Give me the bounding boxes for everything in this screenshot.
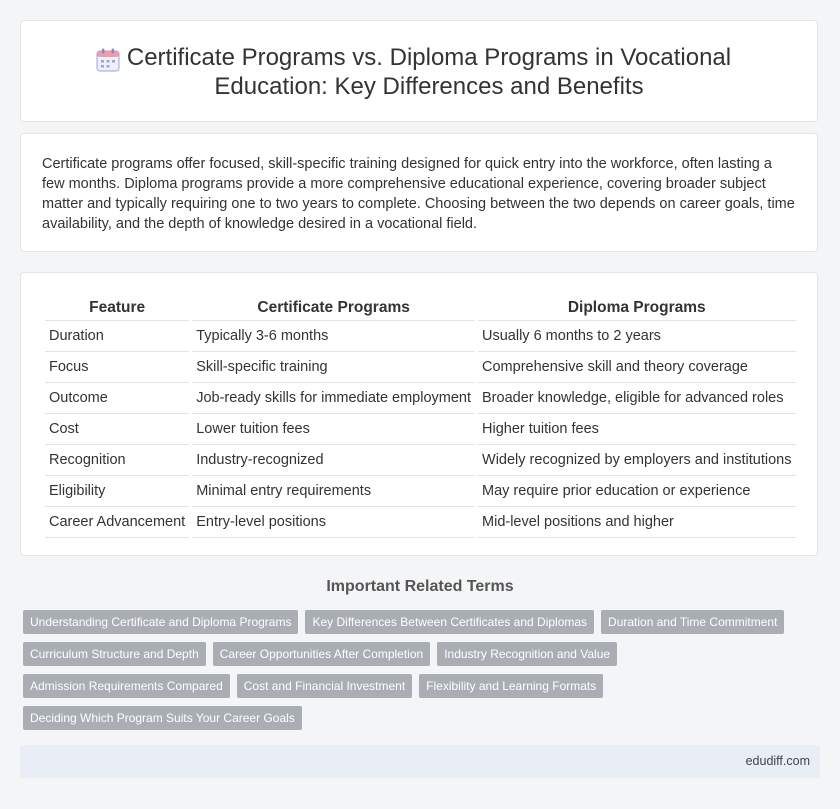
table-cell: Mid-level positions and higher	[478, 507, 795, 538]
intro-card	[20, 133, 818, 252]
comparison-table	[42, 296, 799, 538]
title-card	[20, 20, 818, 122]
table-cell: Widely recognized by employers and institutions	[478, 445, 795, 476]
related-term-tag[interactable]: Admission Requirements Compared	[23, 674, 230, 698]
related-term-tag[interactable]: Duration and Time Commitment	[601, 610, 784, 634]
table-cell: Higher tuition fees	[478, 414, 795, 445]
related-term-tag[interactable]: Curriculum Structure and Depth	[23, 642, 206, 666]
table-cell: Career Advancement	[45, 507, 189, 538]
related-term-tag[interactable]: Industry Recognition and Value	[437, 642, 617, 666]
related-terms-title: Important Related Terms	[326, 578, 514, 595]
related-term-tag[interactable]: Cost and Financial Investment	[237, 674, 412, 698]
table-cell: Usually 6 months to 2 years	[478, 321, 795, 352]
table-cell: Lower tuition fees	[192, 414, 475, 445]
table-row	[45, 414, 796, 445]
related-terms-list	[23, 610, 813, 730]
related-term-tag[interactable]: Career Opportunities After Completion	[213, 642, 430, 666]
footer-site-link[interactable]: edudiff.com	[745, 754, 810, 768]
related-term-tag[interactable]: Deciding Which Program Suits Your Career Goals	[23, 706, 302, 730]
table-header-row	[45, 296, 796, 321]
table-row	[45, 445, 796, 476]
table-cell: Typically 3-6 months	[192, 321, 475, 352]
page-title: Certificate Programs vs. Diploma Programs in Vocational Education: Key Differences and Benefits	[126, 44, 732, 100]
table-cell: Minimal entry requirements	[192, 476, 475, 507]
table-cell: Recognition	[45, 445, 189, 476]
table-cell: Industry-recognized	[192, 445, 475, 476]
intro-paragraph: Certificate programs offer focused, skill-specific training designed for quick entry into the workforce, often lasting a few months. Diploma programs provide a more comprehensive educational experience, covering broader subject matter and typically requiring one to two years to complete. Choosing between the two depends on career goals, time availability, and the depth of knowledge desired in a vocational field.	[42, 156, 795, 232]
table-cell: Outcome	[45, 383, 189, 414]
related-term-tag[interactable]: Key Differences Between Certificates and Diplomas	[305, 610, 594, 634]
table-row	[45, 476, 796, 507]
table-cell: Entry-level positions	[192, 507, 475, 538]
column-header-feature: Feature	[45, 296, 189, 321]
footer-bar	[20, 745, 820, 778]
table-cell: Duration	[45, 321, 189, 352]
table-cell: May require prior education or experience	[478, 476, 795, 507]
table-row	[45, 383, 796, 414]
table-cell: Broader knowledge, eligible for advanced roles	[478, 383, 795, 414]
comparison-card	[20, 272, 818, 556]
table-row	[45, 321, 796, 352]
column-header-diploma: Diploma Programs	[478, 296, 795, 321]
table-row	[45, 352, 796, 383]
table-cell: Eligibility	[45, 476, 189, 507]
table-cell: Cost	[45, 414, 189, 445]
related-term-tag[interactable]: Flexibility and Learning Formats	[419, 674, 603, 698]
table-cell: Comprehensive skill and theory coverage	[478, 352, 795, 383]
table-cell: Skill-specific training	[192, 352, 475, 383]
table-row	[45, 507, 796, 538]
table-cell: Job-ready skills for immediate employment	[192, 383, 475, 414]
table-cell: Focus	[45, 352, 189, 383]
related-term-tag[interactable]: Understanding Certificate and Diploma Programs	[23, 610, 298, 634]
column-header-certificate: Certificate Programs	[192, 296, 475, 321]
